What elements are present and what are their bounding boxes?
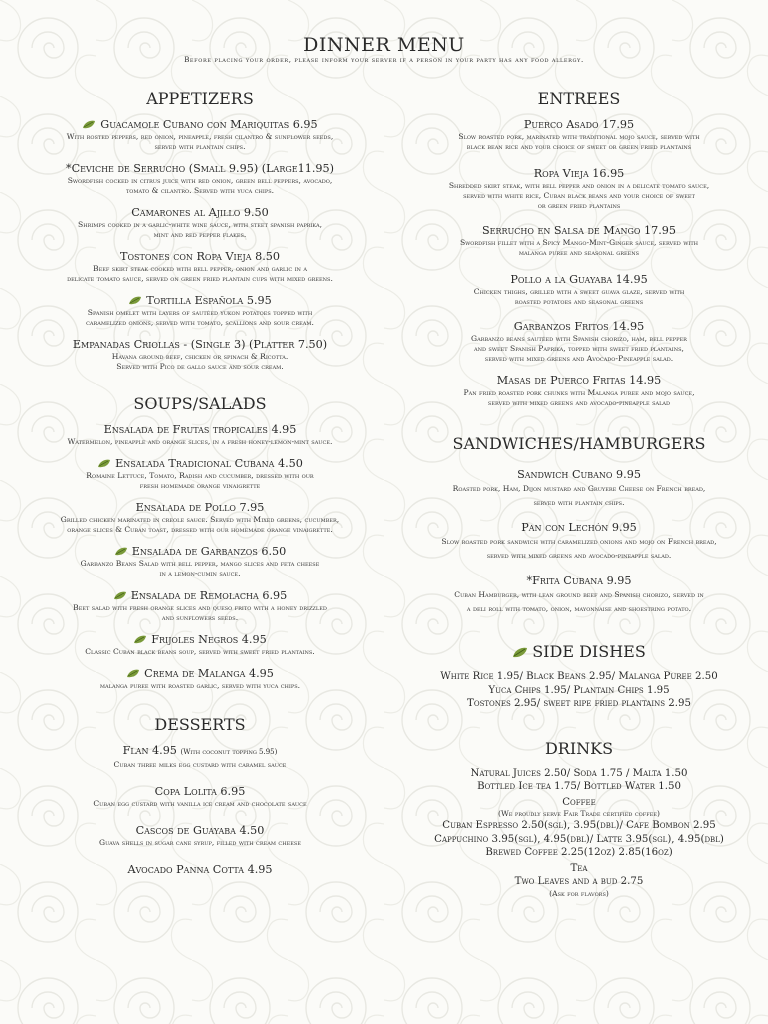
item-name: Masas de Puerco Fritas 14.95 (496, 374, 662, 387)
item-description: Cuban Hamburger, with lean ground beef and Spanish chorizo, served in (454, 590, 704, 599)
menu-item (400, 223, 758, 258)
item-description: mint and red pepper flakes. (153, 230, 247, 239)
item-description: roasted potatoes and seasonal greens (514, 297, 644, 306)
item-description: Swordfish fillet with a Spicy Mango-Mint-Ginger sauce, served with (459, 238, 699, 247)
tea-note: (Ask for flavors) (549, 888, 609, 898)
coffee-line: Cuban Espresso 2.50(sgl), 3.95(dbl)/ Cafe Bombon 2.95 (442, 820, 716, 831)
item-description: Cuban three milks egg custard with caramel sauce (113, 760, 287, 769)
item-name: Garbanzos Fritos 14.95 (513, 320, 645, 333)
item-description: Classic Cuban black beans soup, served with sweet fried plantains. (85, 647, 315, 656)
item-description: Spanish omelet with layers of sautéed yukon potatoes topped with (87, 308, 313, 317)
section-title-side-dishes: SIDE DISHES (532, 642, 646, 661)
item-description: Swordfish cocked in citrus juice with red onion, green bell peppers, avocado, (67, 176, 333, 185)
item-name: Guacamole Cubano con Mariquitas 6.95 (100, 118, 318, 131)
item-description: a deli roll with tomato, onion, mayonnaise and shoestring potato. (466, 604, 692, 613)
item-name: Ensalada de Pollo 7.95 (135, 501, 265, 514)
item-name: Copa Lolita 6.95 (154, 785, 246, 798)
menu-item (14, 743, 386, 770)
entrees-section (400, 89, 758, 408)
item-description: served with plantain chips. (154, 142, 246, 151)
item-name: Tostones con Ropa Vieja 8.50 (119, 250, 280, 263)
menu-item (14, 666, 386, 691)
page-title: DINNER MENU (303, 34, 465, 56)
item-description: served with mixed greens and Avocado-Pineapple salad. (484, 354, 674, 363)
menu-item (14, 117, 386, 152)
item-name: Serrucho en Salsa de Mango 17.95 (481, 224, 677, 237)
leaf-icon (128, 294, 142, 303)
item-name: Frijoles Negros 4.95 (151, 633, 267, 646)
menu-item (400, 166, 758, 211)
item-name: Pan con Lechón 9.95 (521, 521, 637, 534)
item-name: Crema de Malanga 4.95 (144, 667, 274, 680)
item-name: Camarones al Ajillo 9.50 (131, 206, 269, 219)
item-description: served with plantain chips. (533, 498, 625, 507)
allergy-notice: Before placing your order, please inform your server if a person in your party has any food allergy. (184, 56, 584, 64)
item-description: orange slices & Cuban toast, dressed with our homemade orange vinaigrette. (67, 525, 333, 534)
right-column (400, 86, 758, 899)
left-column (14, 86, 386, 886)
menu-item (14, 422, 386, 447)
section-title-entrees: ENTREES (537, 89, 621, 108)
item-description: Guava shells in sugar cane syrup, filled with cream cheese (99, 838, 301, 847)
item-name: Sandwich Cubano 9.95 (517, 468, 641, 481)
item-description: Garbanzo Beans Salad with bell pepper, mango slices and feta cheese (80, 559, 320, 568)
leaf-icon (133, 633, 147, 642)
item-description: tomato & cilantro. Served with yuca chips. (125, 186, 275, 195)
leaf-icon (512, 643, 528, 654)
item-description: served with mixed greens and avocado-pineapple salad (487, 398, 671, 407)
menu-item (14, 161, 386, 196)
item-name: Cascos de Guayaba 4.50 (135, 824, 265, 837)
menu-item (400, 467, 758, 510)
tea-heading: Tea (570, 862, 588, 874)
item-name: Ensalada Tradicional Cubana 4.50 (115, 457, 303, 470)
menu-item (14, 293, 386, 328)
item-description: Served with Pico de gallo sauce and sour cream. (116, 362, 284, 371)
coffee-line: Cappuchino 3.95(sgl), 4.95(dbl)/ Latte 3.95(sgl), 4.95(dbl) (434, 833, 724, 845)
menu-item (14, 862, 386, 877)
item-description: and sunflowers seeds. (161, 613, 239, 622)
coffee-line: Brewed Coffee 2.25(12oz) 2.85(16oz) (485, 847, 673, 858)
item-name: Ensalada de Garbanzos 6.50 (131, 545, 287, 558)
item-description: served with white rice, Cuban black beans and your choice of sweet (463, 191, 695, 200)
item-name: *Ceviche de Serrucho (Small 9.95) (Large11.95) (66, 162, 334, 175)
leaf-icon (126, 667, 140, 676)
item-description: Shrimps cooked in a garlic-white wine sauce, with steet spanish paprika, (78, 220, 322, 229)
item-description: Shredded skirt steak, with bell pepper and onion in a delicate tomato sauce, (448, 181, 710, 190)
tea-line: Two Leaves and a bud 2.75 (514, 876, 644, 887)
item-description: Watermelon, pineapple and orange slices, in a fresh honey-lemon-mint sauce. (67, 437, 333, 446)
desserts-section (14, 715, 386, 877)
item-description: Havana ground beef, chicken or spinach & Ricotta. (111, 352, 289, 361)
item-name: Flan 4.95 (122, 744, 177, 757)
item-name: Avocado Panna Cotta 4.95 (127, 863, 273, 876)
item-name: Puerco Asado 17.95 (523, 118, 635, 131)
section-title-sandwiches: SANDWICHES/HAMBURGERS (452, 434, 706, 453)
item-name: Empanadas Criollas - (Single 3) (Platter 7.50) (72, 338, 328, 351)
appetizers-section (14, 89, 386, 372)
item-description: Slow roasted pork sandwich with caramelized onions and mojo on French bread, (441, 537, 717, 546)
menu-item (14, 823, 386, 848)
drinks-section (400, 739, 758, 899)
item-description: With rosted peppers, red onion, pineapple, fresh cilantro & sunflower seeds, (66, 132, 334, 141)
item-description: in a lemon-cumin sauce. (159, 569, 241, 578)
item-description: Cuban egg custard with vanilla ice cream and chocolate sauce (93, 799, 307, 808)
sandwiches-section (400, 434, 758, 616)
menu-item (14, 784, 386, 809)
item-description: Beef skirt steak cooked with bell pepper, onion and garlic in a (93, 264, 307, 273)
menu-item (400, 117, 758, 152)
side-dishes-line: Yuca Chips 1.95/ Plantain Chips 1.95 (488, 684, 670, 696)
side-dishes-line: Tostones 2.95/ sweet ripe fried plantains 2.95 (467, 698, 691, 709)
item-description: malanga puree with roasted garlic, served with yuca chips. (99, 681, 301, 690)
coffee-note: (We proudly serve Fair Trade certified coffee) (498, 809, 660, 818)
soups-salads-section (14, 394, 386, 691)
item-description: Slow roasted pork, marinated with traditional mojo sauce, served with (458, 132, 700, 141)
item-description: caramelized onions, served with tomato, scallions and sour cream. (86, 318, 314, 327)
drinks-line: Bottled Ice tea 1.75/ Bottled Water 1.50 (477, 781, 681, 792)
item-description: Garbanzo beans sautéed with Spanish chorizo, ham, bell pepper (471, 334, 687, 343)
item-description: or green fried plantains (537, 201, 621, 210)
drinks-line: Natural Juices 2.50/ Soda 1.75 / Malta 1.50 (470, 767, 688, 779)
item-description: fresh homemade orange vinaigrette (139, 481, 261, 490)
menu-item (14, 205, 386, 240)
item-description: Roasted pork, Ham, Dijon mustard and Gruyere Cheese on French bread, (452, 484, 706, 493)
section-title-appetizers: APPETIZERS (146, 89, 254, 108)
menu-item (14, 588, 386, 623)
menu-item (14, 632, 386, 657)
menu-item (14, 456, 386, 491)
item-description: black bean rice and your choice of sweet or green fried plantains (466, 142, 692, 151)
menu-item (14, 337, 386, 372)
menu-item (14, 249, 386, 284)
item-description: served with mixed greens and avocado-pineapple salad. (486, 551, 672, 560)
menu-item (400, 520, 758, 563)
menu-item (400, 319, 758, 364)
item-name: Pollo a la Guayaba 14.95 (510, 273, 648, 286)
item-name: Tortilla Española 5.95 (146, 294, 272, 307)
menu-item (400, 272, 758, 307)
item-name: Ensalada de Frutas tropicales 4.95 (103, 423, 297, 436)
menu-item (14, 544, 386, 579)
leaf-icon (97, 457, 111, 466)
section-title-desserts: DESSERTS (154, 715, 246, 734)
leaf-icon (82, 118, 96, 127)
coffee-heading: Coffee (562, 796, 596, 808)
leaf-icon (113, 589, 127, 598)
item-description: Pan fried roasted pork chunks with Malanga puree and mojo sauce, (463, 388, 695, 397)
item-name: *Frita Cubana 9.95 (526, 574, 632, 587)
menu-item (400, 573, 758, 616)
item-description: Beet salad with fresh orange slices and queso frito with a honey drizzled (73, 603, 327, 612)
item-note: (With coconut topping 5.95) (180, 748, 278, 756)
menu-item (14, 500, 386, 535)
leaf-icon (114, 545, 128, 554)
item-description: delicate tomato sauce, served on green fried plantain cups with mixed greens. (67, 274, 333, 283)
section-title-drinks: DRINKS (544, 738, 614, 758)
item-name: Ensalada de Remolacha 6.95 (130, 589, 288, 602)
item-description: Grilled chicken marinated in creole sauce. Served with Mixed greens, cucumber, (60, 515, 340, 524)
item-description: Romaine Lettuce, Tomato, Radish and cucumber, dressed with our (86, 471, 314, 480)
item-description: Chicken thighs, grilled with a sweet guava glaze, served with (473, 287, 685, 296)
menu-item (400, 373, 758, 408)
section-title-soups-salads: SOUPS/SALADS (133, 394, 267, 413)
item-description: malanga puree and seasonal greens (518, 248, 640, 257)
side-dishes-section (400, 642, 758, 711)
item-name: Ropa Vieja 16.95 (533, 167, 625, 180)
item-description: and sweet Spanish Paprika, topped with sweet fried plantains, (474, 344, 684, 353)
side-dishes-line: White Rice 1.95/ Black Beans 2.95/ Malanga Puree 2.50 (440, 671, 718, 682)
